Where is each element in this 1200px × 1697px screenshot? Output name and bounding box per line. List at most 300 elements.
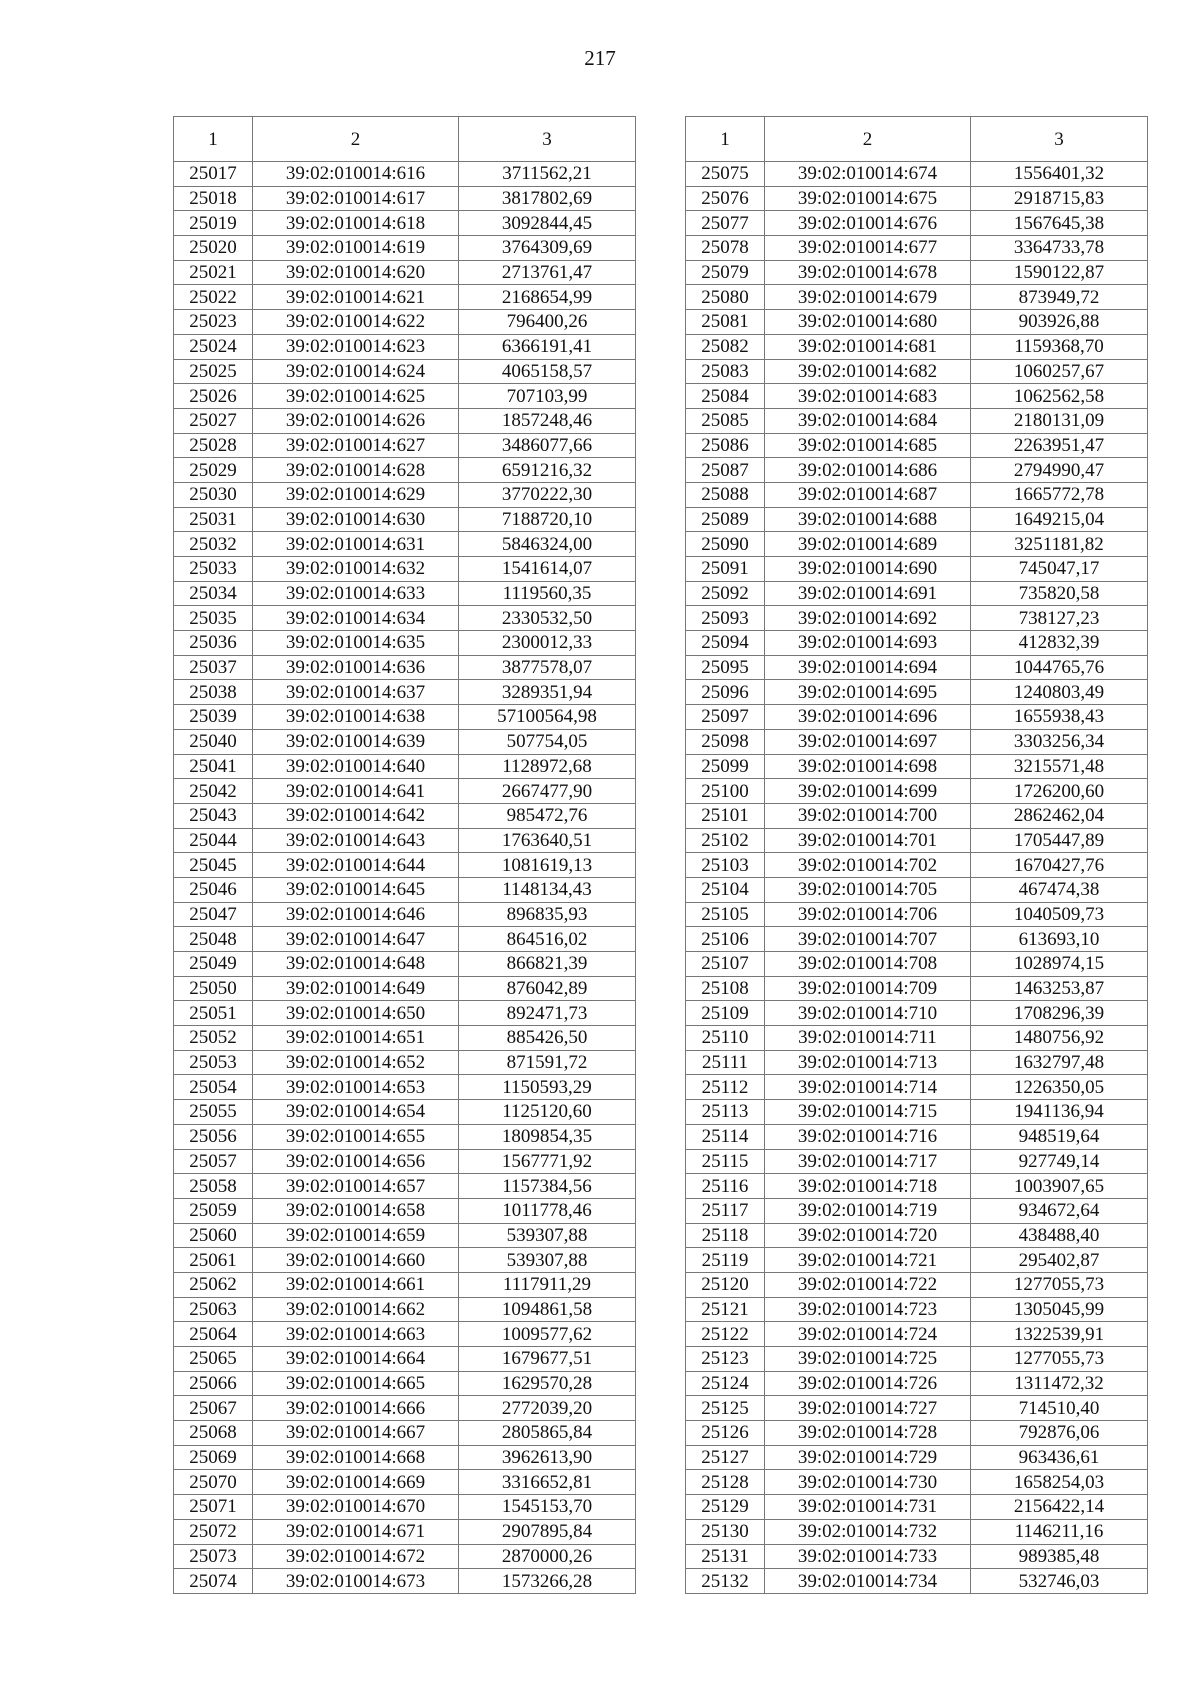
row-number-cell: 25105 — [686, 902, 765, 927]
row-number-cell: 25130 — [686, 1519, 765, 1544]
row-number-cell: 25099 — [686, 754, 765, 779]
value-cell: 2907895,84 — [459, 1519, 636, 1544]
cadastral-number-cell: 39:02:010014:724 — [765, 1322, 971, 1347]
row-number-cell: 25030 — [174, 482, 253, 507]
cadastral-number-cell: 39:02:010014:688 — [765, 507, 971, 532]
value-cell: 1094861,58 — [459, 1297, 636, 1322]
row-number-cell: 25042 — [174, 779, 253, 804]
value-cell: 1649215,04 — [971, 507, 1148, 532]
row-number-cell: 25115 — [686, 1149, 765, 1174]
cadastral-number-cell: 39:02:010014:634 — [253, 606, 459, 631]
value-cell: 1655938,43 — [971, 705, 1148, 730]
value-cell: 3711562,21 — [459, 162, 636, 187]
row-number-cell: 25081 — [686, 310, 765, 335]
cadastral-number-cell: 39:02:010014:669 — [253, 1470, 459, 1495]
row-number-cell: 25111 — [686, 1050, 765, 1075]
cadastral-number-cell: 39:02:010014:705 — [765, 877, 971, 902]
value-cell: 1011778,46 — [459, 1198, 636, 1223]
table-row — [174, 334, 636, 359]
row-number-cell: 25075 — [686, 162, 765, 187]
value-cell: 1311472,32 — [971, 1371, 1148, 1396]
row-number-cell: 25022 — [174, 285, 253, 310]
value-cell: 1632797,48 — [971, 1050, 1148, 1075]
value-cell: 532746,03 — [971, 1569, 1148, 1594]
value-cell: 885426,50 — [459, 1026, 636, 1051]
row-number-cell: 25074 — [174, 1569, 253, 1594]
value-cell: 2805865,84 — [459, 1421, 636, 1446]
cadastral-number-cell: 39:02:010014:663 — [253, 1322, 459, 1347]
row-number-cell: 25056 — [174, 1124, 253, 1149]
table-row — [174, 705, 636, 730]
cadastral-number-cell: 39:02:010014:658 — [253, 1198, 459, 1223]
row-number-cell: 25109 — [686, 1001, 765, 1026]
cadastral-number-cell: 39:02:010014:731 — [765, 1495, 971, 1520]
value-cell: 903926,88 — [971, 310, 1148, 335]
cadastral-number-cell: 39:02:010014:629 — [253, 482, 459, 507]
cadastral-number-cell: 39:02:010014:698 — [765, 754, 971, 779]
cadastral-number-cell: 39:02:010014:681 — [765, 334, 971, 359]
value-cell: 3364733,78 — [971, 236, 1148, 261]
row-number-cell: 25077 — [686, 211, 765, 236]
cadastral-number-cell: 39:02:010014:675 — [765, 186, 971, 211]
value-cell: 1665772,78 — [971, 482, 1148, 507]
table-row — [174, 310, 636, 335]
table-row — [174, 1569, 636, 1594]
table-row — [686, 408, 1148, 433]
cadastral-number-cell: 39:02:010014:632 — [253, 557, 459, 582]
row-number-cell: 25066 — [174, 1371, 253, 1396]
value-cell: 707103,99 — [459, 384, 636, 409]
table-row — [686, 1248, 1148, 1273]
table-row — [174, 1445, 636, 1470]
cadastral-number-cell: 39:02:010014:641 — [253, 779, 459, 804]
table-row — [174, 1396, 636, 1421]
cadastral-number-cell: 39:02:010014:716 — [765, 1124, 971, 1149]
row-number-cell: 25131 — [686, 1544, 765, 1569]
value-cell: 1590122,87 — [971, 260, 1148, 285]
table-row — [686, 1297, 1148, 1322]
cadastral-number-cell: 39:02:010014:694 — [765, 655, 971, 680]
cadastral-number-cell: 39:02:010014:717 — [765, 1149, 971, 1174]
cadastral-number-cell: 39:02:010014:617 — [253, 186, 459, 211]
value-cell: 1157384,56 — [459, 1174, 636, 1199]
cadastral-number-cell: 39:02:010014:654 — [253, 1100, 459, 1125]
cadastral-number-cell: 39:02:010014:684 — [765, 408, 971, 433]
value-cell: 1159368,70 — [971, 334, 1148, 359]
table-row — [686, 285, 1148, 310]
cadastral-number-cell: 39:02:010014:625 — [253, 384, 459, 409]
value-cell: 3215571,48 — [971, 754, 1148, 779]
row-number-cell: 25040 — [174, 729, 253, 754]
table-row — [686, 482, 1148, 507]
value-cell: 1277055,73 — [971, 1347, 1148, 1372]
cadastral-number-cell: 39:02:010014:696 — [765, 705, 971, 730]
row-number-cell: 25118 — [686, 1223, 765, 1248]
value-cell: 1028974,15 — [971, 952, 1148, 977]
table-row — [174, 803, 636, 828]
cadastral-number-cell: 39:02:010014:626 — [253, 408, 459, 433]
cadastral-number-cell: 39:02:010014:725 — [765, 1347, 971, 1372]
table-row — [686, 1445, 1148, 1470]
table-row — [174, 754, 636, 779]
value-cell: 6366191,41 — [459, 334, 636, 359]
cadastral-number-cell: 39:02:010014:715 — [765, 1100, 971, 1125]
row-number-cell: 25067 — [174, 1396, 253, 1421]
table-row — [686, 877, 1148, 902]
table-row — [174, 952, 636, 977]
page-number: 217 — [584, 46, 616, 70]
table-row — [174, 211, 636, 236]
value-cell: 2862462,04 — [971, 803, 1148, 828]
cadastral-number-cell: 39:02:010014:676 — [765, 211, 971, 236]
table-row — [174, 162, 636, 187]
table-row — [174, 1050, 636, 1075]
row-number-cell: 25047 — [174, 902, 253, 927]
value-cell: 2918715,83 — [971, 186, 1148, 211]
table-row — [174, 976, 636, 1001]
cadastral-number-cell: 39:02:010014:643 — [253, 828, 459, 853]
value-cell: 2168654,99 — [459, 285, 636, 310]
value-cell: 738127,23 — [971, 606, 1148, 631]
row-number-cell: 25073 — [174, 1544, 253, 1569]
table-row — [174, 828, 636, 853]
cadastral-number-cell: 39:02:010014:685 — [765, 433, 971, 458]
cadastral-number-cell: 39:02:010014:647 — [253, 927, 459, 952]
cadastral-number-cell: 39:02:010014:693 — [765, 631, 971, 656]
table-row — [686, 1569, 1148, 1594]
row-number-cell: 25080 — [686, 285, 765, 310]
value-cell: 2667477,90 — [459, 779, 636, 804]
table-row — [174, 1371, 636, 1396]
row-number-cell: 25122 — [686, 1322, 765, 1347]
table-row — [686, 705, 1148, 730]
cadastral-number-cell: 39:02:010014:653 — [253, 1075, 459, 1100]
table-row — [686, 557, 1148, 582]
header-col-3: 3 — [971, 117, 1148, 162]
value-cell: 5846324,00 — [459, 532, 636, 557]
value-cell: 876042,89 — [459, 976, 636, 1001]
cadastral-number-cell: 39:02:010014:616 — [253, 162, 459, 187]
row-number-cell: 25032 — [174, 532, 253, 557]
row-number-cell: 25037 — [174, 655, 253, 680]
value-cell: 1060257,67 — [971, 359, 1148, 384]
value-cell: 792876,06 — [971, 1421, 1148, 1446]
table-row — [686, 729, 1148, 754]
value-cell: 2180131,09 — [971, 408, 1148, 433]
value-cell: 989385,48 — [971, 1544, 1148, 1569]
cadastral-number-cell: 39:02:010014:699 — [765, 779, 971, 804]
value-cell: 1573266,28 — [459, 1569, 636, 1594]
cadastral-number-cell: 39:02:010014:721 — [765, 1248, 971, 1273]
value-cell: 2156422,14 — [971, 1495, 1148, 1520]
cadastral-number-cell: 39:02:010014:690 — [765, 557, 971, 582]
row-number-cell: 25039 — [174, 705, 253, 730]
cadastral-number-cell: 39:02:010014:662 — [253, 1297, 459, 1322]
row-number-cell: 25052 — [174, 1026, 253, 1051]
table-row — [174, 1544, 636, 1569]
cadastral-number-cell: 39:02:010014:639 — [253, 729, 459, 754]
row-number-cell: 25128 — [686, 1470, 765, 1495]
value-cell: 3486077,66 — [459, 433, 636, 458]
right-data-table — [685, 116, 1148, 1594]
row-number-cell: 25050 — [174, 976, 253, 1001]
value-cell: 2772039,20 — [459, 1396, 636, 1421]
row-number-cell: 25110 — [686, 1026, 765, 1051]
value-cell: 3877578,07 — [459, 655, 636, 680]
table-row — [174, 482, 636, 507]
row-number-cell: 25076 — [686, 186, 765, 211]
cadastral-number-cell: 39:02:010014:649 — [253, 976, 459, 1001]
value-cell: 1128972,68 — [459, 754, 636, 779]
value-cell: 1040509,73 — [971, 902, 1148, 927]
table-row — [686, 754, 1148, 779]
row-number-cell: 25095 — [686, 655, 765, 680]
cadastral-number-cell: 39:02:010014:628 — [253, 458, 459, 483]
table-row — [686, 334, 1148, 359]
value-cell: 3764309,69 — [459, 236, 636, 261]
table-row — [686, 458, 1148, 483]
row-number-cell: 25107 — [686, 952, 765, 977]
value-cell: 1629570,28 — [459, 1371, 636, 1396]
cadastral-number-cell: 39:02:010014:666 — [253, 1396, 459, 1421]
value-cell: 1941136,94 — [971, 1100, 1148, 1125]
table-row — [174, 359, 636, 384]
value-cell: 2300012,33 — [459, 631, 636, 656]
value-cell: 1567645,38 — [971, 211, 1148, 236]
value-cell: 927749,14 — [971, 1149, 1148, 1174]
row-number-cell: 25044 — [174, 828, 253, 853]
cadastral-number-cell: 39:02:010014:667 — [253, 1421, 459, 1446]
cadastral-number-cell: 39:02:010014:620 — [253, 260, 459, 285]
table-row — [174, 1519, 636, 1544]
row-number-cell: 25113 — [686, 1100, 765, 1125]
value-cell: 1763640,51 — [459, 828, 636, 853]
row-number-cell: 25035 — [174, 606, 253, 631]
row-number-cell: 25108 — [686, 976, 765, 1001]
table-row — [686, 1075, 1148, 1100]
table-row — [174, 186, 636, 211]
cadastral-number-cell: 39:02:010014:700 — [765, 803, 971, 828]
cadastral-number-cell: 39:02:010014:682 — [765, 359, 971, 384]
value-cell: 1150593,29 — [459, 1075, 636, 1100]
row-number-cell: 25096 — [686, 680, 765, 705]
value-cell: 3962613,90 — [459, 1445, 636, 1470]
table-row — [174, 260, 636, 285]
cadastral-number-cell: 39:02:010014:726 — [765, 1371, 971, 1396]
value-cell: 1480756,92 — [971, 1026, 1148, 1051]
table-row — [686, 433, 1148, 458]
table-row — [686, 532, 1148, 557]
cadastral-number-cell: 39:02:010014:648 — [253, 952, 459, 977]
value-cell: 1670427,76 — [971, 853, 1148, 878]
value-cell: 2330532,50 — [459, 606, 636, 631]
value-cell: 1044765,76 — [971, 655, 1148, 680]
table-row — [174, 1075, 636, 1100]
table-row — [686, 1396, 1148, 1421]
table-row — [686, 1223, 1148, 1248]
value-cell: 3770222,30 — [459, 482, 636, 507]
cadastral-number-cell: 39:02:010014:645 — [253, 877, 459, 902]
value-cell: 467474,38 — [971, 877, 1148, 902]
table-row — [686, 1100, 1148, 1125]
cadastral-number-cell: 39:02:010014:637 — [253, 680, 459, 705]
cadastral-number-cell: 39:02:010014:630 — [253, 507, 459, 532]
value-cell: 2870000,26 — [459, 1544, 636, 1569]
row-number-cell: 25029 — [174, 458, 253, 483]
cadastral-number-cell: 39:02:010014:646 — [253, 902, 459, 927]
table-row — [174, 507, 636, 532]
row-number-cell: 25025 — [174, 359, 253, 384]
cadastral-number-cell: 39:02:010014:622 — [253, 310, 459, 335]
value-cell: 892471,73 — [459, 1001, 636, 1026]
table-row — [174, 779, 636, 804]
value-cell: 1322539,91 — [971, 1322, 1148, 1347]
table-row — [686, 310, 1148, 335]
table-row — [174, 1026, 636, 1051]
cadastral-number-cell: 39:02:010014:727 — [765, 1396, 971, 1421]
table-row — [686, 507, 1148, 532]
value-cell: 1003907,65 — [971, 1174, 1148, 1199]
table-row — [174, 1495, 636, 1520]
table-row — [686, 1421, 1148, 1446]
table-row — [686, 236, 1148, 261]
table-row — [174, 877, 636, 902]
table-row — [686, 779, 1148, 804]
table-row — [174, 1470, 636, 1495]
value-cell: 2794990,47 — [971, 458, 1148, 483]
table-row — [686, 260, 1148, 285]
row-number-cell: 25049 — [174, 952, 253, 977]
table-row — [686, 803, 1148, 828]
cadastral-number-cell: 39:02:010014:713 — [765, 1050, 971, 1075]
cadastral-number-cell: 39:02:010014:642 — [253, 803, 459, 828]
row-number-cell: 25034 — [174, 581, 253, 606]
value-cell: 1062562,58 — [971, 384, 1148, 409]
value-cell: 873949,72 — [971, 285, 1148, 310]
table-row — [174, 236, 636, 261]
row-number-cell: 25041 — [174, 754, 253, 779]
value-cell: 1125120,60 — [459, 1100, 636, 1125]
table-row — [686, 1272, 1148, 1297]
table-row — [686, 976, 1148, 1001]
table-row — [686, 1371, 1148, 1396]
row-number-cell: 25062 — [174, 1272, 253, 1297]
cadastral-number-cell: 39:02:010014:618 — [253, 211, 459, 236]
table-row — [174, 458, 636, 483]
row-number-cell: 25126 — [686, 1421, 765, 1446]
table-row — [686, 655, 1148, 680]
value-cell: 2713761,47 — [459, 260, 636, 285]
value-cell: 896835,93 — [459, 902, 636, 927]
cadastral-number-cell: 39:02:010014:660 — [253, 1248, 459, 1273]
row-number-cell: 25094 — [686, 631, 765, 656]
row-number-cell: 25058 — [174, 1174, 253, 1199]
value-cell: 796400,26 — [459, 310, 636, 335]
row-number-cell: 25033 — [174, 557, 253, 582]
table-row — [686, 1174, 1148, 1199]
table-row — [686, 581, 1148, 606]
row-number-cell: 25018 — [174, 186, 253, 211]
cadastral-number-cell: 39:02:010014:657 — [253, 1174, 459, 1199]
row-number-cell: 25119 — [686, 1248, 765, 1273]
row-number-cell: 25132 — [686, 1569, 765, 1594]
value-cell: 1708296,39 — [971, 1001, 1148, 1026]
row-number-cell: 25125 — [686, 1396, 765, 1421]
cadastral-number-cell: 39:02:010014:624 — [253, 359, 459, 384]
row-number-cell: 25117 — [686, 1198, 765, 1223]
value-cell: 1541614,07 — [459, 557, 636, 582]
table-row — [174, 606, 636, 631]
table-row — [174, 927, 636, 952]
value-cell: 1226350,05 — [971, 1075, 1148, 1100]
row-number-cell: 25092 — [686, 581, 765, 606]
header-col-1: 1 — [174, 117, 253, 162]
value-cell: 1240803,49 — [971, 680, 1148, 705]
cadastral-number-cell: 39:02:010014:702 — [765, 853, 971, 878]
cadastral-number-cell: 39:02:010014:729 — [765, 1445, 971, 1470]
cadastral-number-cell: 39:02:010014:722 — [765, 1272, 971, 1297]
table-row — [686, 211, 1148, 236]
table-row — [174, 408, 636, 433]
table-row — [174, 1100, 636, 1125]
value-cell: 1679677,51 — [459, 1347, 636, 1372]
table-row — [686, 1124, 1148, 1149]
table-row — [686, 902, 1148, 927]
table-row — [686, 186, 1148, 211]
row-number-cell: 25091 — [686, 557, 765, 582]
value-cell: 1567771,92 — [459, 1149, 636, 1174]
table-row — [174, 581, 636, 606]
row-number-cell: 25036 — [174, 631, 253, 656]
cadastral-number-cell: 39:02:010014:734 — [765, 1569, 971, 1594]
row-number-cell: 25114 — [686, 1124, 765, 1149]
row-number-cell: 25090 — [686, 532, 765, 557]
row-number-cell: 25028 — [174, 433, 253, 458]
value-cell: 539307,88 — [459, 1223, 636, 1248]
table-header-row — [686, 117, 1148, 162]
cadastral-number-cell: 39:02:010014:638 — [253, 705, 459, 730]
value-cell: 714510,40 — [971, 1396, 1148, 1421]
table-row — [174, 902, 636, 927]
cadastral-number-cell: 39:02:010014:709 — [765, 976, 971, 1001]
value-cell: 7188720,10 — [459, 507, 636, 532]
cadastral-number-cell: 39:02:010014:671 — [253, 1519, 459, 1544]
table-row — [686, 853, 1148, 878]
table-row — [686, 1149, 1148, 1174]
cadastral-number-cell: 39:02:010014:711 — [765, 1026, 971, 1051]
table-row — [174, 1124, 636, 1149]
row-number-cell: 25079 — [686, 260, 765, 285]
header-col-2: 2 — [765, 117, 971, 162]
header-col-3: 3 — [459, 117, 636, 162]
table-row — [686, 680, 1148, 705]
cadastral-number-cell: 39:02:010014:652 — [253, 1050, 459, 1075]
cadastral-number-cell: 39:02:010014:668 — [253, 1445, 459, 1470]
row-number-cell: 25045 — [174, 853, 253, 878]
row-number-cell: 25123 — [686, 1347, 765, 1372]
table-row — [174, 631, 636, 656]
cadastral-number-cell: 39:02:010014:631 — [253, 532, 459, 557]
row-number-cell: 25103 — [686, 853, 765, 878]
row-number-cell: 25053 — [174, 1050, 253, 1075]
table-row — [174, 729, 636, 754]
value-cell: 2263951,47 — [971, 433, 1148, 458]
cadastral-number-cell: 39:02:010014:732 — [765, 1519, 971, 1544]
row-number-cell: 25127 — [686, 1445, 765, 1470]
value-cell: 57100564,98 — [459, 705, 636, 730]
row-number-cell: 25089 — [686, 507, 765, 532]
table-row — [686, 1001, 1148, 1026]
